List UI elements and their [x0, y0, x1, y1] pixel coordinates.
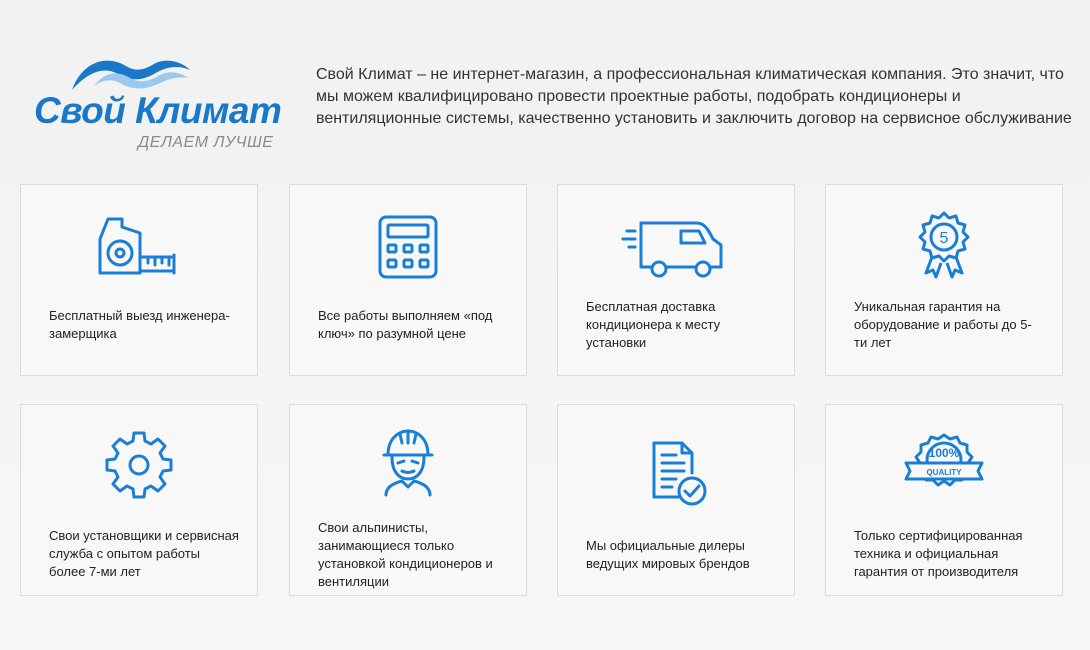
- gear-icon: [103, 429, 175, 501]
- delivery-van-icon: [621, 209, 731, 281]
- feature-card-dealers: [557, 404, 795, 596]
- feature-card-turnkey: [289, 184, 527, 376]
- company-intro: Свой Климат – не интернет-магазин, а профессиональная климатическая компания. Это значит, что мы можем квалифицировано провести проектные работы, подобрать кондиционеры и вентиляционные системы, качественно установить и заключить договор на сервисное обслуживание: [316, 66, 1072, 127]
- feature-card-certified: [825, 404, 1063, 596]
- worker-helmet-icon: [372, 425, 444, 497]
- brand-logo[interactable]: [34, 52, 294, 162]
- feature-card-free-delivery: [557, 184, 795, 376]
- svg-text:100%: 100%: [928, 446, 960, 460]
- brand-slogan: ДЕЛАЕМ ЛУЧШЕ: [138, 134, 274, 151]
- brand-name: Свой Климат: [34, 90, 282, 131]
- feature-text: Бесплатная доставка кондиционера к месту установки: [586, 299, 721, 350]
- warranty-badge-icon: [908, 209, 980, 281]
- feature-text: Только сертифицированная техника и официальная гарантия от производителя: [854, 528, 1023, 579]
- svg-text:5: 5: [939, 230, 949, 247]
- quality-seal-icon: [902, 433, 986, 497]
- feature-text: Уникальная гарантия на оборудование и работы до 5-ти лет: [854, 299, 1032, 350]
- tape-measure-icon: [94, 209, 184, 281]
- feature-card-climbers: [289, 404, 527, 596]
- feature-card-free-measure: [20, 184, 258, 376]
- feature-text: Все работы выполняем «под ключ» по разумной цене: [318, 308, 493, 341]
- feature-text: Свои альпинисты, занимающиеся только установкой кондиционеров и вентиляции: [318, 520, 493, 589]
- certified-document-icon: [640, 439, 712, 511]
- feature-text: Свои установщики и сервисная служба с опытом работы более 7-ми лет: [49, 528, 239, 579]
- feature-card-installers: [20, 404, 258, 596]
- feature-card-warranty: [825, 184, 1063, 376]
- feature-text: Мы официальные дилеры ведущих мировых брендов: [586, 538, 750, 571]
- feature-text: Бесплатный выезд инженера-замерщика: [49, 308, 230, 341]
- svg-text:QUALITY: QUALITY: [926, 468, 962, 477]
- calculator-icon: [372, 209, 444, 281]
